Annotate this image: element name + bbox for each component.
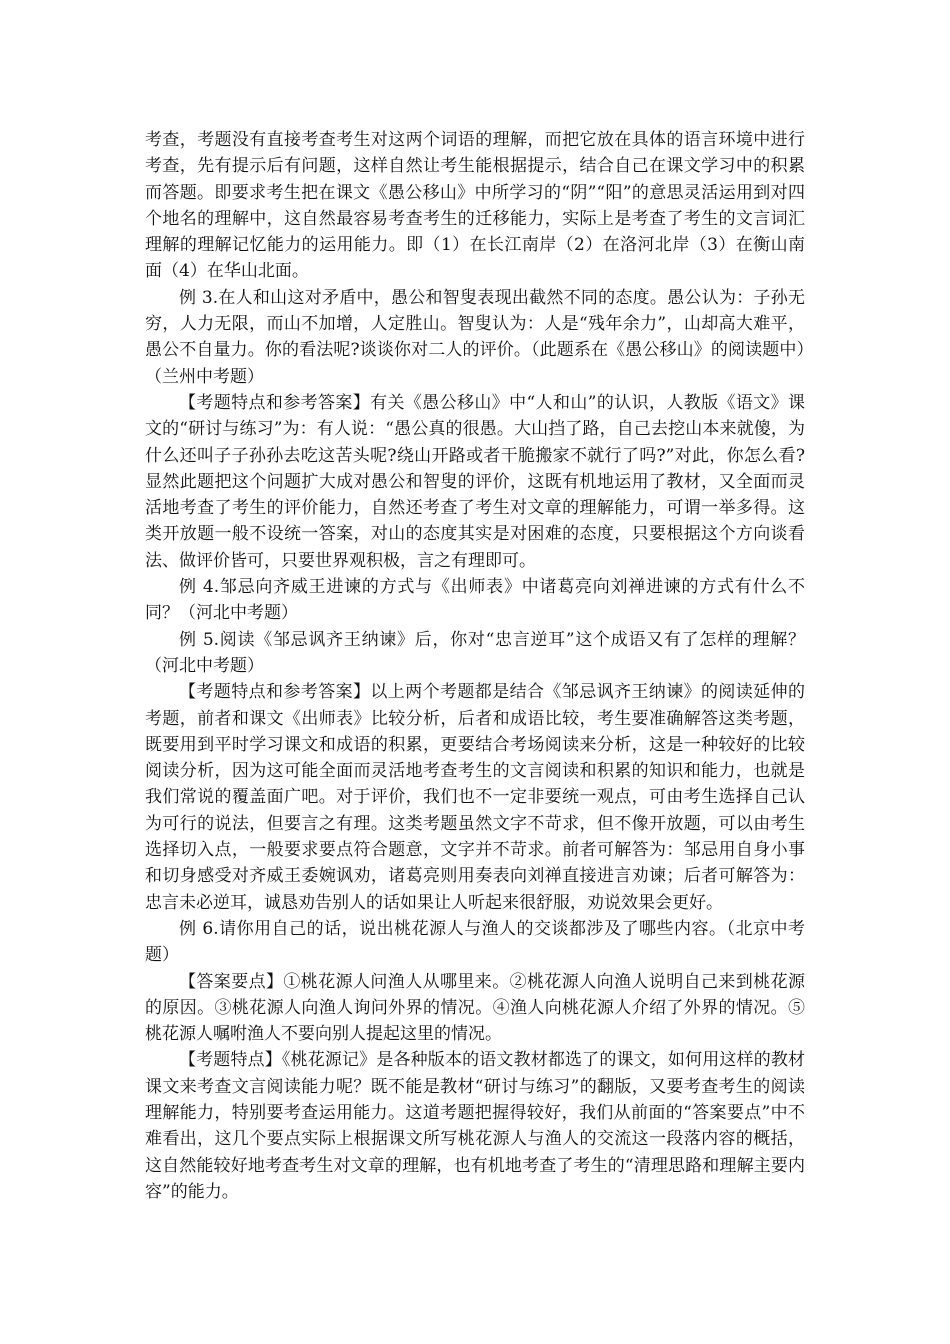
paragraph-continuation: 考查，考题没有直接考查考生对这两个词语的理解，而把它放在具体的语言环境中进行考查，先有提示后有问题，这样自然让考生能根据提示，结合自己在课文学习中的积累而答题。即要求考生把在课文《愚公移山》中所学习的“阴”“阳”的意思灵活运用到对四个地名的理解中，这自然最容易考查考生的迁移能力，实际上是考查了考生的文言词汇理解的理解记忆能力的运用能力。即（1）在长江南岸（2）在洛河北岸（3）在衡山南面（4）在华山北面。 — [145, 130, 805, 282]
paragraph-answer-points-6: 【答案要点】①桃花源人问渔人从哪里来。②桃花源人向渔人说明自己来到桃花源的原因。③桃花源人向渔人询问外界的情况。④渔人向桃花源人介绍了外界的情况。⑤桃花源人嘱咐渔人不要向别人提起这里的情况。 — [145, 971, 805, 1045]
paragraph-answer-4-5: 【考题特点和参考答案】以上两个考题都是结合《邹忌讽齐王纳谏》的阅读延伸的考题，前者和课文《出师表》比较分析，后者和成语比较，考生要准确解答这类考题，既要用到平时学习课文和成语的积累，更要结合考场阅读来分析，这是一种较好的比较阅读分析，因为这可能全面而灵活地考查考生的文言阅读和积累的知识和能力，也就是我们常说的覆盖面广吧。对于评价，我们也不一定非要统一观点，可由考生选择自己认为可行的说法，但要言之有理。这类考题虽然文字不苛求，但不像开放题，可以由考生选择切入点，一般要求要点符合题意，文字并不苛求。前者可解答为：邹忌用自身小事和切身感受对齐威王委婉讽劝，诸葛亮则用奏表向刘禅直接进言劝谏；后者可解答为：忠言未必逆耳，诚恳劝告别人的话如果让人听起来很舒服，劝说效果会更好。 — [145, 682, 805, 913]
paragraph-example-6: 例 6.请你用自己的话，说出桃花源人与渔人的交谈都涉及了哪些内容。（北京中考题） — [145, 918, 805, 966]
document-body — [145, 127, 805, 1205]
paragraph-features-6: 【考题特点】《桃花源记》是各种版本的语文教材都选了的课文，如何用这样的教材课文来考查文言阅读能力呢？既不能是教材“研讨与练习”的翻版，又要考查考生的阅读理解能力，特别要考查运用能力。这道考题把握得较好，我们从前面的“答案要点”中不难看出，这几个要点实际上根据课文所写桃花源人与渔人的交流这一段落内容的概括，这自然能较好地考查考生对文章的理解，也有机地考查了考生的“清理思路和理解主要内容”的能力。 — [145, 1050, 805, 1202]
paragraph-example-5: 例 5.阅读《邹忌讽齐王纳谏》后，你对“忠言逆耳”这个成语又有了怎样的理解？（河北中考题） — [145, 629, 805, 676]
paragraph-answer-3: 【考题特点和参考答案】有关《愚公移山》中“人和山”的认识，人教版《语文》课文的“研讨与练习”为：有人说：“愚公真的很愚。大山挡了路，自己去挖山本来就傻，为什么还叫子子孙孙去吃这苦头呢?绕山开路或者干脆搬家不就行了吗?”对此，你怎么看?显然此题把这个问题扩大成对愚公和智叟的评价，这既有机地运用了教材，又全面而灵活地考查了考生的评价能力，自然还考查了考生对文章的理解能力，可谓一举多得。这类开放题一般不设统一答案，对山的态度其实是对困难的态度，只要根据这个方向谈看法、做评价皆可，只要世界观积极，言之有理即可。 — [145, 392, 805, 571]
paragraph-example-4: 例 4.邹忌向齐威王进谏的方式与《出师表》中诸葛亮向刘禅进谏的方式有什么不同？（河北中考题） — [145, 577, 805, 624]
paragraph-example-3: 例 3.在人和山这对矛盾中，愚公和智叟表现出截然不同的态度。愚公认为：子孙无穷，人力无限，而山不加增，人定胜山。智叟认为：人是“残年余力”，山却高大难平，愚公不自量力。你的看法呢?谈谈你对二人的评价。（此题系在《愚公移山》的阅读题中）（兰州中考题） — [145, 287, 805, 387]
